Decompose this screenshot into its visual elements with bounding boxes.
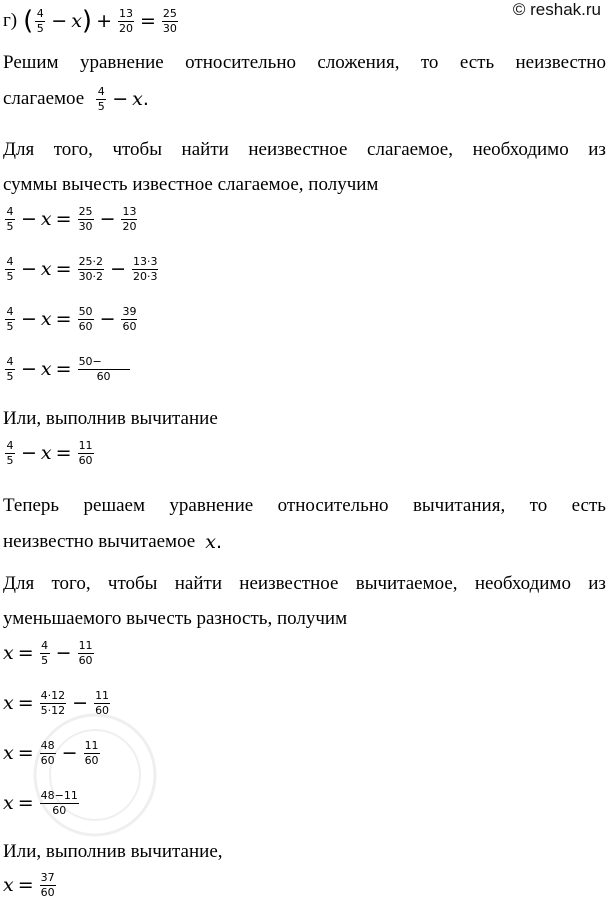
fraction	[78, 256, 105, 282]
paragraph-line	[3, 52, 606, 74]
denominator: 20	[122, 219, 137, 233]
equation-line	[3, 690, 112, 716]
numerator: 13	[122, 205, 137, 218]
denominator: 20	[119, 21, 133, 35]
denominator: 5	[6, 453, 14, 467]
numerator: 4	[36, 6, 44, 20]
paragraph-line	[3, 573, 606, 595]
word: Для	[3, 139, 35, 160]
fraction	[78, 640, 94, 666]
fraction	[78, 206, 94, 232]
denominator: 60	[52, 803, 67, 817]
word: чтобы	[107, 573, 158, 594]
denominator: 60	[78, 653, 93, 667]
period: .	[142, 88, 149, 111]
minus-sign: −	[21, 358, 37, 381]
minus-sign: −	[99, 308, 116, 331]
minus-sign: −	[72, 692, 89, 715]
paragraph-line	[3, 139, 606, 161]
word: Теперь	[3, 495, 60, 516]
denominator: 5	[97, 99, 105, 113]
numerator: 4·12	[40, 689, 66, 702]
denominator: 30	[162, 21, 177, 35]
word: того,	[53, 139, 93, 160]
denominator: 5·12	[40, 703, 66, 717]
denominator: 5	[41, 653, 49, 667]
variable-x: x	[132, 88, 143, 111]
word: неизвестно	[515, 52, 606, 73]
paren-close: )	[81, 6, 93, 36]
equals-sign: =	[17, 792, 34, 815]
fraction	[40, 740, 56, 766]
equation-line	[3, 740, 102, 766]
variable-x: x	[40, 258, 52, 281]
numerator: 25·2	[78, 255, 104, 268]
word: есть	[571, 495, 606, 516]
numerator: 50	[78, 305, 93, 318]
denominator: 60	[40, 753, 55, 767]
numerator: 50−	[78, 356, 130, 370]
word: необходимо	[472, 139, 569, 160]
word: слагаемое,	[367, 139, 453, 160]
word: чтобы	[112, 139, 162, 160]
word: неизвестное	[248, 139, 348, 160]
numerator: 4	[6, 205, 14, 218]
word: из	[588, 139, 606, 160]
equals-sign: =	[55, 258, 72, 281]
fraction	[118, 8, 134, 34]
word: относительно	[277, 495, 389, 516]
problem-equation	[3, 6, 180, 36]
minus-sign: −	[55, 642, 72, 665]
paragraph-line: Или, выполнив вычитание,	[3, 841, 223, 862]
paren-open: (	[23, 6, 34, 36]
variable-x: x	[3, 742, 14, 765]
denominator: 30·2	[78, 269, 104, 283]
denominator: 60	[96, 369, 111, 383]
equals-sign: =	[17, 642, 34, 665]
word: решаем	[83, 495, 145, 516]
word: неизвестное	[239, 573, 339, 594]
paragraph-line	[3, 495, 606, 517]
variable-x: x	[3, 874, 14, 897]
paragraph-line: уменьшаемого вычесть разность, получим	[3, 608, 348, 629]
equation-line	[3, 356, 132, 382]
fraction	[5, 306, 15, 332]
variable-x: x	[40, 358, 52, 381]
minus-sign: −	[51, 10, 68, 32]
numerator: 11	[78, 439, 93, 452]
word: вычитаемое,	[355, 573, 458, 594]
equals-sign: =	[55, 442, 72, 465]
fraction	[40, 790, 79, 816]
word: того,	[51, 573, 91, 594]
watermark-seal-icon	[17, 700, 170, 850]
minus-sign: −	[21, 308, 37, 331]
numerator: 39	[122, 305, 137, 318]
variable-x: x	[3, 692, 14, 715]
equals-sign: =	[55, 208, 72, 231]
fraction	[78, 306, 94, 332]
word: то	[420, 52, 439, 73]
paragraph-line: Или, выполнив вычитание	[3, 408, 218, 429]
equals-sign: =	[55, 358, 72, 381]
numerator: 4	[6, 439, 14, 452]
word: уравнение	[169, 495, 254, 516]
variable-x: x	[3, 792, 14, 815]
fraction	[5, 206, 15, 232]
numerator: 11	[95, 689, 110, 702]
word: уравнение	[79, 52, 164, 73]
equation-line	[3, 640, 96, 666]
equation-line	[3, 306, 139, 332]
numerator: 4	[97, 85, 105, 98]
minus-sign: −	[61, 742, 78, 765]
fraction	[40, 872, 56, 898]
numerator: 25	[78, 205, 93, 218]
numerator: 13	[119, 6, 133, 20]
variable-x: x	[40, 208, 52, 231]
denominator: 5	[6, 219, 14, 233]
equals-sign: =	[140, 10, 156, 32]
fraction	[78, 356, 130, 382]
denominator: 60	[78, 319, 93, 333]
variable-x: x	[40, 308, 52, 331]
numerator: 11	[78, 639, 93, 652]
fraction	[5, 356, 15, 382]
equation-line	[3, 790, 81, 816]
variable-x: x	[71, 10, 82, 32]
site-watermark: © reshak.ru	[512, 0, 601, 19]
minus-sign: −	[21, 442, 37, 465]
numerator: 4	[6, 305, 14, 318]
denominator: 5	[6, 319, 14, 333]
fraction	[40, 640, 50, 666]
plus-sign: +	[96, 10, 112, 32]
word: то	[529, 495, 548, 516]
word: Решим	[3, 52, 59, 73]
denominator: 60	[122, 319, 137, 333]
word: относительно	[185, 52, 296, 73]
paragraph-line: суммы вычесть известное слагаемое, получим	[3, 174, 379, 195]
fraction	[35, 8, 45, 34]
equals-sign: =	[55, 308, 72, 331]
numerator: 48−11	[40, 789, 78, 802]
numerator: 11	[84, 739, 99, 752]
minus-sign: −	[99, 208, 116, 231]
equals-sign: =	[17, 692, 34, 715]
minus-sign: −	[112, 88, 129, 111]
numerator: 25	[162, 6, 177, 20]
word: есть	[459, 52, 495, 73]
numerator: 13·3	[132, 255, 158, 268]
variable-x: x	[40, 442, 52, 465]
fraction	[162, 8, 178, 34]
numerator: 48	[40, 739, 55, 752]
minus-sign: −	[21, 208, 37, 231]
word: необходимо	[474, 573, 571, 594]
fraction	[40, 690, 67, 716]
equation-line	[3, 440, 96, 466]
numerator: 4	[6, 355, 14, 368]
numerator: 4	[6, 255, 14, 268]
fraction	[5, 256, 15, 282]
equation-line	[3, 872, 58, 898]
word: из	[588, 573, 606, 594]
denominator: 60	[40, 885, 55, 899]
denominator: 5	[6, 269, 14, 283]
word: найти	[181, 139, 229, 160]
word: Для	[3, 573, 35, 594]
fraction	[5, 440, 15, 466]
fraction	[132, 256, 159, 282]
paragraph-line	[3, 531, 222, 553]
equation-line	[3, 206, 139, 232]
fraction	[94, 690, 110, 716]
numerator: 4	[41, 639, 49, 652]
paragraph-text: слагаемое	[3, 88, 85, 110]
fraction	[121, 306, 137, 332]
period: .	[215, 531, 223, 553]
denominator: 60	[95, 703, 110, 717]
variable-x: x	[205, 531, 216, 553]
fraction	[121, 206, 137, 232]
word: найти	[174, 573, 222, 594]
numerator: 37	[40, 871, 55, 884]
fraction	[78, 440, 94, 466]
paragraph-text: неизвестно вычитаемое	[3, 531, 196, 552]
equals-sign: =	[17, 874, 34, 897]
minus-sign: −	[110, 258, 126, 281]
paragraph-line	[3, 86, 149, 112]
equation-line	[3, 256, 160, 282]
denominator: 60	[78, 453, 93, 467]
fraction	[84, 740, 100, 766]
denominator: 30	[78, 219, 93, 233]
equals-sign: =	[17, 742, 34, 765]
denominator: 5	[6, 369, 14, 383]
fraction	[96, 86, 106, 112]
variable-x: x	[3, 642, 14, 665]
problem-label: г)	[3, 10, 18, 31]
denominator: 5	[36, 21, 44, 35]
word: сложения,	[317, 52, 400, 73]
word: вычитания,	[412, 495, 506, 516]
denominator: 60	[84, 753, 99, 767]
minus-sign: −	[21, 258, 37, 281]
denominator: 20·3	[132, 269, 158, 283]
